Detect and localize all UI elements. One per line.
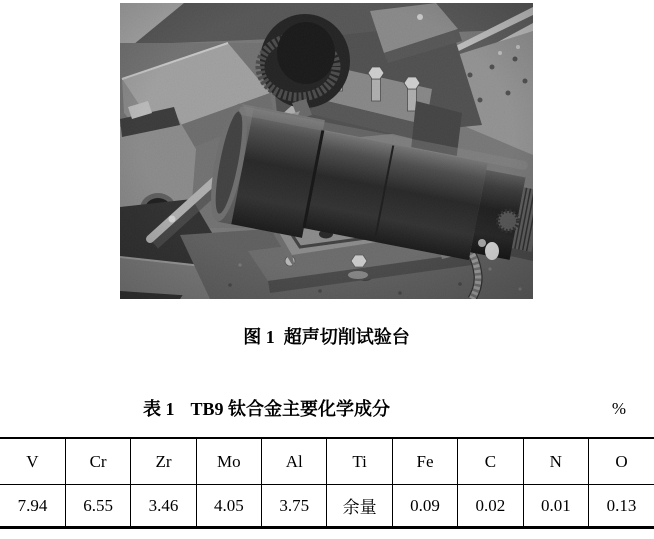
header-cell-al: Al (262, 438, 327, 485)
value-cell-al: 3.75 (262, 485, 327, 528)
header-cell-v: V (0, 438, 65, 485)
header-cell-c: C (458, 438, 523, 485)
table-value-row (0, 485, 654, 528)
header-cell-ti: Ti (327, 438, 392, 485)
value-cell-n: 0.01 (523, 485, 588, 528)
figure-title: 超声切削试验台 (283, 327, 410, 347)
header-cell-o: O (589, 438, 654, 485)
header-cell-n: N (523, 438, 588, 485)
header-cell-cr: Cr (65, 438, 130, 485)
composition-table (0, 437, 654, 529)
value-cell-mo: 4.05 (196, 485, 261, 528)
table-label: 表 1 (143, 399, 175, 419)
header-cell-mo: Mo (196, 438, 261, 485)
table-unit: % (611, 399, 626, 418)
value-cell-c: 0.02 (458, 485, 523, 528)
value-cell-o: 0.13 (589, 485, 654, 528)
value-cell-zr: 3.46 (131, 485, 196, 528)
table-header-row (0, 438, 654, 485)
figure-label: 图 1 (243, 327, 275, 347)
table-caption (0, 397, 654, 421)
table-title: TB9 钛合金主要化学成分 (190, 399, 391, 419)
figure-caption (120, 326, 533, 348)
value-cell-fe: 0.09 (392, 485, 457, 528)
value-cell-cr: 6.55 (65, 485, 130, 528)
value-cell-ti: 余量 (327, 485, 392, 528)
header-cell-zr: Zr (131, 438, 196, 485)
table-caption-text (143, 397, 390, 421)
value-cell-v: 7.94 (0, 485, 65, 528)
machine-photo-graphic (120, 3, 533, 299)
figure1-photo (120, 3, 533, 299)
header-cell-fe: Fe (392, 438, 457, 485)
